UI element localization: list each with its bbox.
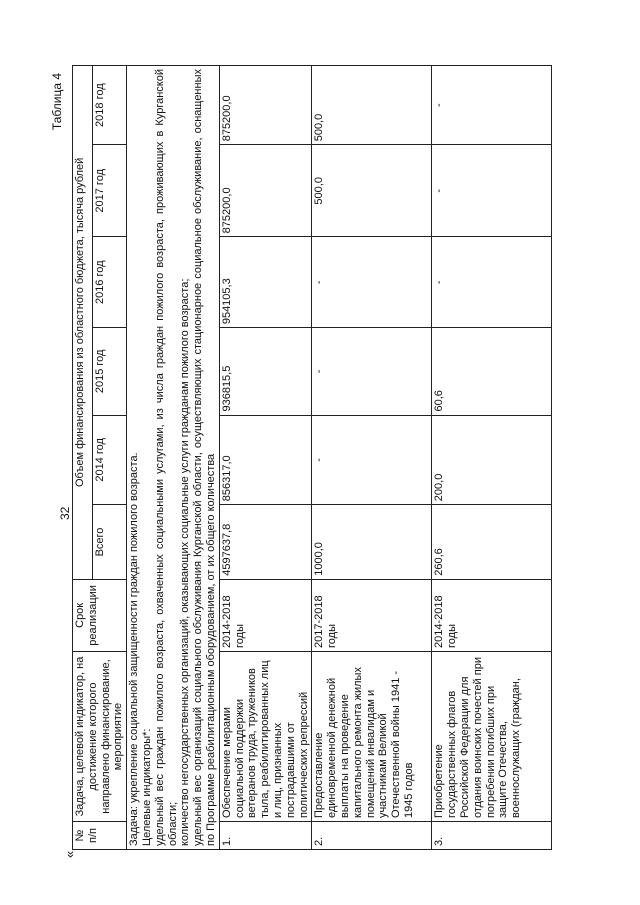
row-num: 2.	[312, 822, 432, 850]
table-row	[312, 66, 432, 850]
row-2014: -	[312, 415, 432, 505]
indicators-label: Целевые индикаторы*:	[140, 728, 153, 846]
header-term: Срок реализации	[73, 579, 127, 651]
table-row	[219, 66, 312, 850]
row-2014: 200,0	[432, 415, 552, 505]
row-total: 4597637,8	[219, 505, 312, 580]
row-num: 1.	[219, 822, 312, 850]
header-2014: 2014 год	[93, 415, 127, 505]
header-2018: 2018 год	[93, 66, 127, 145]
corner-mark: «	[62, 850, 77, 858]
indicator-3: удельный вес организаций социального обслуживания Курганской области, осуществляющих стационарное социальное обслуживание, оснащенных по Программе реабилитационным оборудованием, от их общего количества	[192, 69, 217, 846]
row-2016: -	[312, 237, 432, 328]
header-financing: Объем финансирования из областного бюджета, тысяча рублей	[73, 66, 93, 580]
financing-table	[72, 65, 552, 850]
row-2016: 954105,3	[219, 237, 312, 328]
row-2018: 500,0	[312, 66, 432, 145]
header-2017: 2017 год	[93, 145, 127, 237]
row-term: 2014-2018 годы	[432, 579, 552, 651]
row-2016: -	[432, 237, 552, 328]
task-title: Задача: укрепление социальной защищенности граждан пожилого возраста.	[128, 452, 141, 846]
rotated-page	[50, 65, 638, 858]
indicator-1: удельный вес граждан пожилого возраста, охваченных социальными услугами, из числа граждан пожилого возраста, проживающих в Курганской области;	[153, 69, 179, 846]
header-task: Задача, целевой индикатор, на достижение которого направлено финансирование, мероприятие	[73, 651, 127, 821]
row-name: Предоставление единовременной денежной выплаты на проведение капитального ремонта жилых помещений инвалидам и участникам Великой Отечественной войны 1941 - 1945 годов	[312, 651, 432, 821]
table-number: Таблица 4	[50, 73, 64, 131]
row-term: 2017-2018 годы	[312, 579, 432, 651]
indicator-2: количество негосударственных организаций, оказывающих социальные услуги гражданам пожилого возраста;	[179, 278, 192, 846]
header-2016: 2016 год	[93, 237, 127, 328]
row-total: 1000,0	[312, 505, 432, 580]
header-2015: 2015 год	[93, 328, 127, 415]
row-name: Обеспечение мерами социальной поддержки ветеранов труда, тружеников тыла, реабилитированных лиц и лиц, признанных пострадавшими от политических репрессий	[219, 651, 312, 821]
table-row	[432, 66, 552, 850]
row-name: Приобретение государственных флагов Российской Федерации для отдания воинских почестей при погребении погибших при защите Отечества, военнослужащих (граждан,	[432, 651, 552, 821]
row-2017: 875200,0	[219, 145, 312, 237]
page-number: 32	[58, 506, 72, 520]
row-2015: 60,6	[432, 328, 552, 415]
row-term: 2014-2018 годы	[219, 579, 312, 651]
task-block	[127, 66, 220, 850]
row-2015: -	[312, 328, 432, 415]
header-num: № п/п	[73, 822, 127, 850]
row-2017: -	[432, 145, 552, 237]
row-2018: 875200,0	[219, 66, 312, 145]
header-total: Всего	[93, 505, 127, 580]
row-num: 3.	[432, 822, 552, 850]
row-2017: 500,0	[312, 145, 432, 237]
row-2015: 936815,5	[219, 328, 312, 415]
row-2014: 856317,0	[219, 415, 312, 505]
row-total: 260,6	[432, 505, 552, 580]
row-2018: -	[432, 66, 552, 145]
